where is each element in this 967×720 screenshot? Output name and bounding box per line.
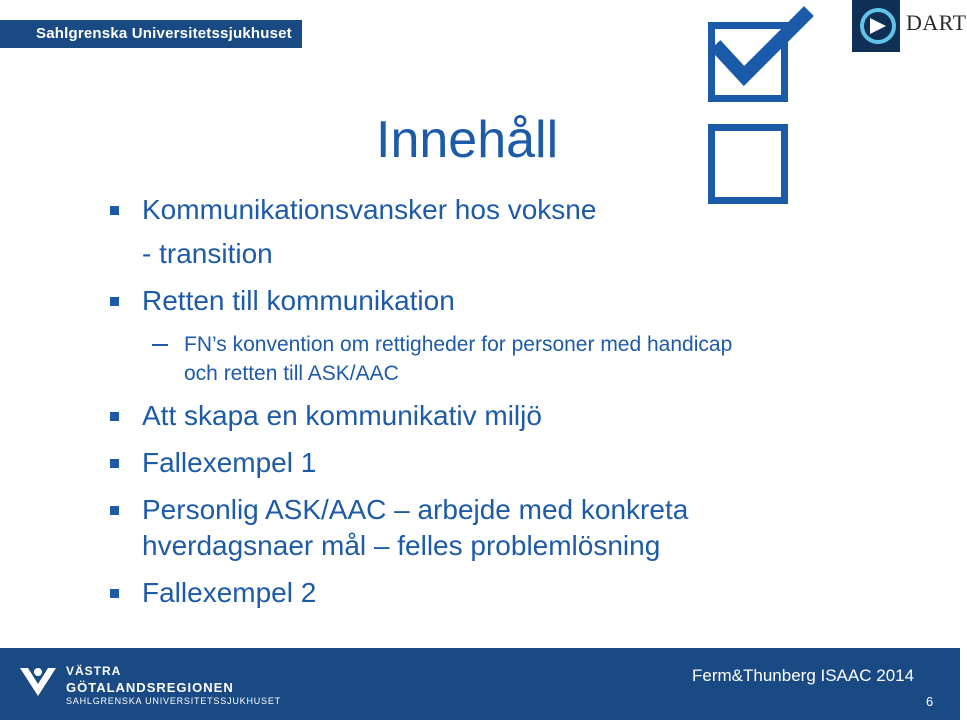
empty-box-icon	[708, 124, 788, 204]
bullet-icon	[110, 506, 119, 515]
footer-credit: Ferm&Thunberg ISAAC 2014	[692, 666, 915, 685]
region-line-1: VÄSTRA	[66, 664, 122, 678]
footer-band	[0, 648, 960, 720]
list-item-line: och retten till ASK/AAC	[184, 362, 399, 385]
dart-logo	[852, 0, 967, 52]
region-line-3: SAHLGRENSKA UNIVERSITETSSJUKHUSET	[66, 696, 281, 706]
checkmark-icon	[712, 8, 812, 98]
region-line-2: GÖTALANDSREGIONEN	[66, 680, 234, 695]
list-item-line: FN’s konvention om rettigheder for personer med handicap	[184, 333, 733, 356]
dart-logo-icon	[852, 0, 900, 52]
list-item-line: Kommunikationsvansker hos voksne	[142, 194, 597, 225]
list-item-line: Fallexempel 2	[142, 577, 317, 608]
slide-title: Innehåll	[376, 111, 559, 169]
bullet-icon	[110, 459, 119, 468]
list-item-line: Att skapa en kommunikativ miljö	[142, 400, 542, 431]
list-item	[142, 398, 542, 434]
list-item	[142, 575, 316, 611]
bullet-icon	[110, 412, 119, 421]
org-header-band	[0, 20, 302, 48]
list-item	[142, 445, 316, 481]
dash-icon	[152, 344, 168, 346]
list-item-line: Retten till kommunikation	[142, 285, 455, 316]
list-item-line: Fallexempel 1	[142, 447, 317, 478]
list-item	[142, 283, 455, 319]
vgr-logo-icon	[18, 662, 58, 702]
bullet-icon	[110, 589, 119, 598]
org-name: Sahlgrenska Universitetssjukhuset	[36, 25, 292, 42]
list-item-line: hverdagsnaer mål – felles problemlösning	[142, 530, 661, 561]
list-item	[184, 330, 732, 388]
page-number: 6	[926, 694, 934, 709]
bullet-icon	[110, 297, 119, 306]
list-item-line: Personlig ASK/AAC – arbejde med konkreta	[142, 494, 689, 525]
list-item-line: - transition	[142, 238, 273, 269]
list-item	[142, 492, 688, 564]
list-item	[142, 192, 596, 272]
dart-logo-text: DART	[906, 10, 967, 35]
bullet-icon	[110, 206, 119, 215]
